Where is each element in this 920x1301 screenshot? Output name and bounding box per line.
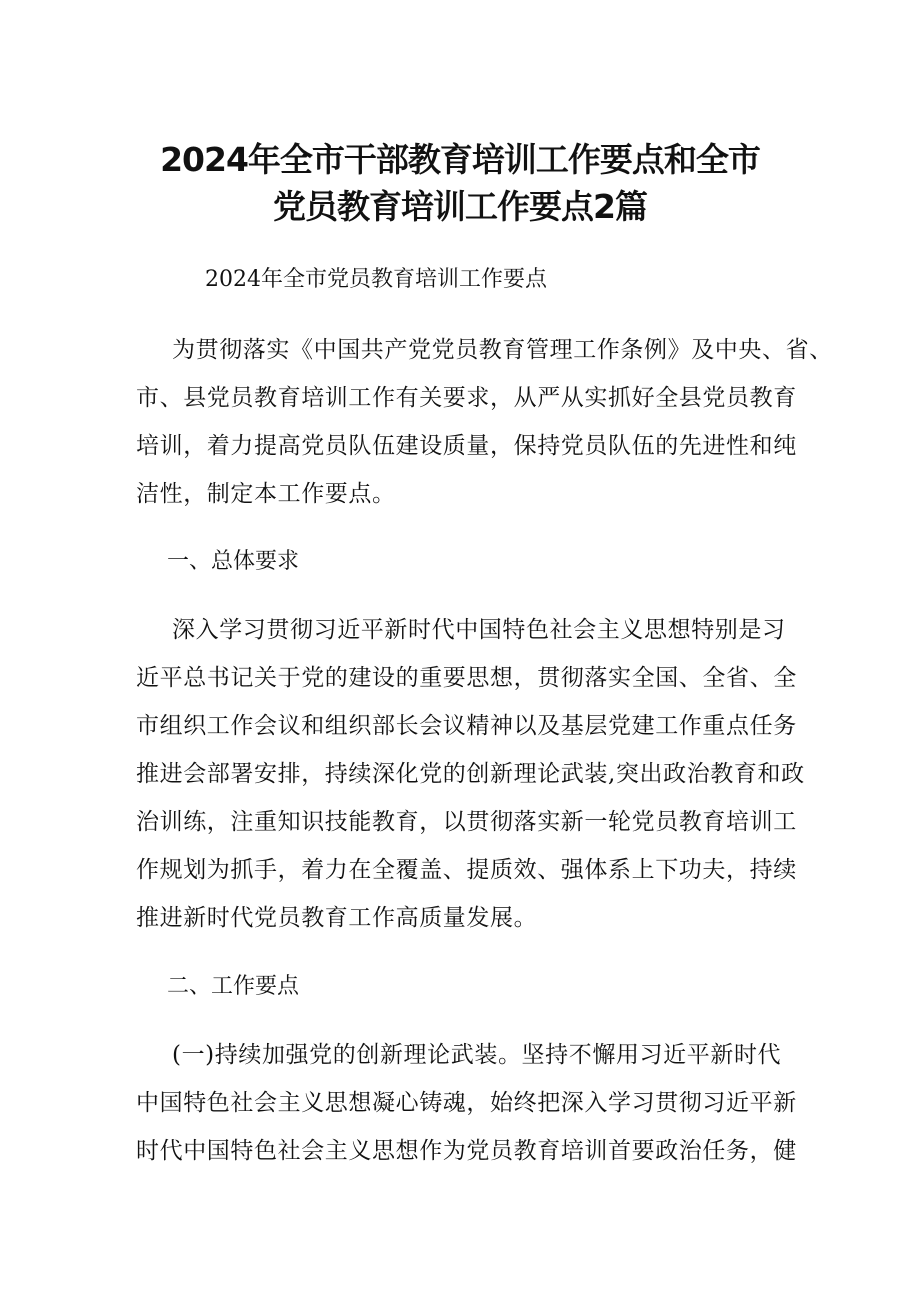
text-line: 深入学习贯彻习近平新时代中国特色社会主义思想特别是习 [172,617,786,643]
text-line: 培训，着力提高党员队伍建设质量，保持党员队伍的先进性和纯 [136,433,797,459]
heading-general-requirements: 一、总体要求 [167,549,300,574]
title-line: 党员教育培训工作要点2篇 [273,187,647,226]
paragraph-general [136,606,816,942]
text-line: 近平总书记关于党的建设的重要思想，贯彻落实全国、全省、全 [136,665,797,691]
paragraph-work-point-1 [136,1031,816,1175]
text-line: (一)持续加强党的创新理论武装。坚持不懈用习近平新时代 [172,1042,782,1068]
text-line: 推进新时代党员教育工作高质量发展。 [136,905,538,931]
title-line: 2024年全市干部教育培训工作要点和全市 [160,140,760,179]
document-title [0,136,920,230]
text-line: 中国特色社会主义思想凝心铸魂，始终把深入学习贯彻习近平新 [136,1090,797,1116]
text-line: 作规划为抓手，着力在全覆盖、提质效、强体系上下功夫，持续 [136,857,797,883]
text-line: 市、县党员教育培训工作有关要求，从严从实抓好全县党员教育 [136,385,797,411]
text-line: 市组织工作会议和组织部长会议精神以及基层党建工作重点任务 [136,713,797,739]
section-subtitle: 2024年全市党员教育培训工作要点 [205,267,547,292]
heading-work-points: 二、工作要点 [167,974,300,999]
text-line: 推进会部署安排，持续深化党的创新理论武装,突出政治教育和政 [136,761,805,787]
text-line: 时代中国特色社会主义思想作为党员教育培训首要政治任务，健 [136,1138,797,1164]
paragraph-intro [136,326,833,518]
text-line: 治训练，注重知识技能教育，以贯彻落实新一轮党员教育培训工 [136,809,797,835]
text-line: 洁性，制定本工作要点。 [136,481,396,507]
text-line: 为贯彻落实《中国共产党党员教育管理工作条例》及中央、省、 [172,337,833,363]
